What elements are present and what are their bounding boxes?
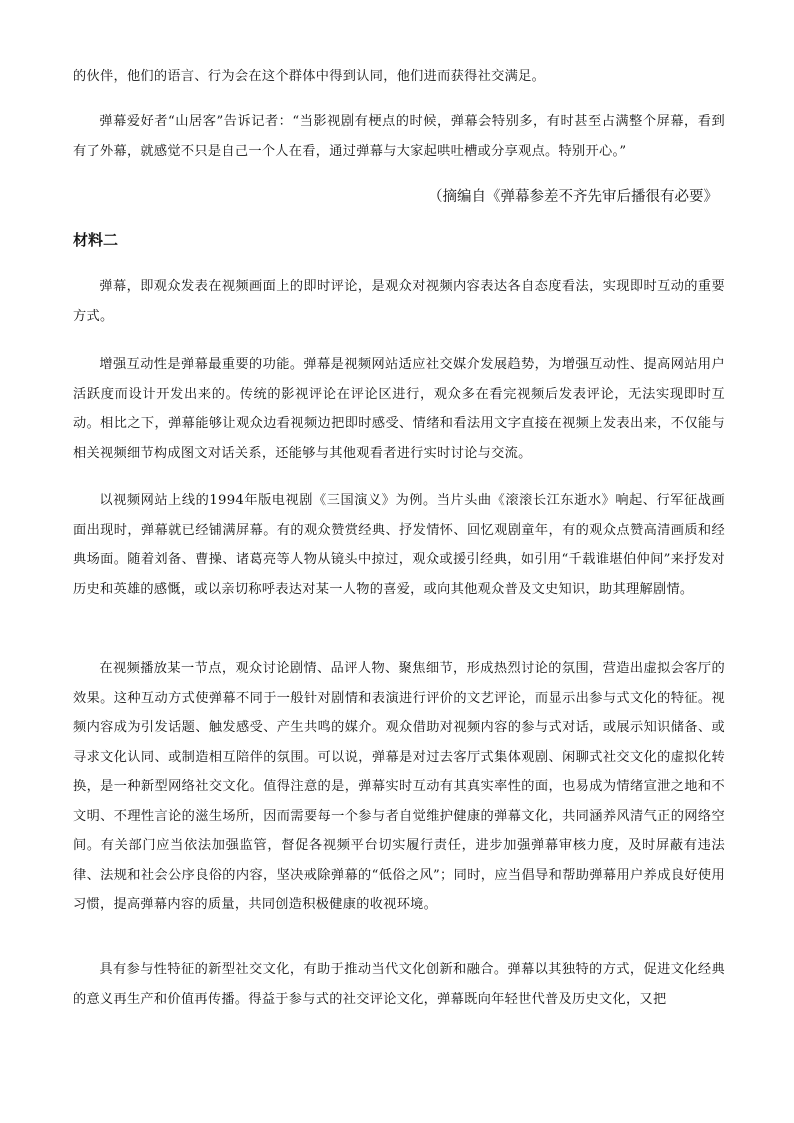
section-heading: 材料二 bbox=[73, 231, 119, 249]
paragraph-interview-quote: 弹幕爱好者“山居客”告诉记者：“当影视剧有梗点的时候，弹幕会特别多，有时甚至占满整个屏幕，看到有了外幕，就感觉不只是自己一个人在看，通过弹幕与大家起哄吐槽或分享观点。特别开心。” bbox=[73, 114, 725, 159]
paragraph-interactivity: 增强互动性是弹幕最重要的功能。弹幕是视频网站适应社交媒介发展趋势，为增强互动性、提高网站用户活跃度而设计开发出来的。传统的影视评论在评论区进行，观众多在看完视频后发表评论，无法实现即时互动。相比之下，弹幕能够让观众边看视频边把即时感受、情绪和看法用文字直接在视频上发表出来，不仅能与相关视频细节构成图文对话关系，还能够与其他观看者进行实时讨论与交流。 bbox=[73, 357, 725, 461]
source-citation: （摘编自《弹幕参差不齐先审后播很有必要》 bbox=[428, 189, 718, 205]
paragraph-cultural-innovation: 具有参与性特征的新型社交文化，有助于推动当代文化创新和融合。弹幕以其独特的方式，促进文化经典的意义再生产和价值再传播。得益于参与式的社交评论文化，弹幕既向年轻世代普及历史文化，又把 bbox=[73, 962, 725, 1007]
paragraph-participatory-culture: 在视频播放某一节点，观众讨论剧情、品评人物、聚焦细节，形成热烈讨论的氛围，营造出虚拟会客厅的效果。这种互动方式使弹幕不同于一般针对剧情和表演进行评价的文艺评论，而显示出参与式文化的特征。视频内容成为引发话题、触发感受、产生共鸣的媒介。观众借助对视频内容的参与式对话，或展示知识储备、或寻求文化认同、或制造相互陪伴的氛围。可以说，弹幕是对过去客厅式集体观剧、闲聊式社交文化的虚拟化转换，是一种新型网络社交文化。值得注意的是，弹幕实时互动有其真实率性的面，也易成为情绪宣泄之地和不文明、不理性言论的滋生场所，因而需要每一个参与者自觉维护健康的弹幕文化，共同涵养风清气正的网络空间。有关部门应当依法加强监管，督促各视频平台切实履行责任，进步加强弹幕审核力度，及时屏蔽有违法律、法规和社会公序良俗的内容，坚决戒除弹幕的“低俗之风”；同时，应当倡导和帮助弹幕用户养成良好使用习惯，提高弹幕内容的质量，共同创造积极健康的收视环境。 bbox=[73, 661, 725, 912]
paragraph-continuation: 的伙伴，他们的语言、行为会在这个群体中得到认同，他们进而获得社交满足。 bbox=[73, 69, 546, 84]
paragraph-example-sanguo: 以视频网站上线的1994年版电视剧《三国演义》为例。当片头曲《滚滚长江东逝水》响起、行军征战画面出现时，弹幕就已经铺满屏幕。有的观众赞赏经典、抒发情怀、回忆观剧童年，有的观众点赞高清画质和经典场面。随着刘备、曹操、诸葛亮等人物从镜头中掠过，观众或援引经典，如引用“千载谁堪伯仲间”来抒发对历史和英雄的感慨，或以亲切称呼表达对某一人物的喜爱，或向其他观众普及文史知识，助其理解剧情。 bbox=[73, 493, 725, 597]
paragraph-definition: 弹幕，即观众发表在视频画面上的即时评论，是观众对视频内容表达各自态度看法，实现即时互动的重要方式。 bbox=[73, 279, 725, 324]
